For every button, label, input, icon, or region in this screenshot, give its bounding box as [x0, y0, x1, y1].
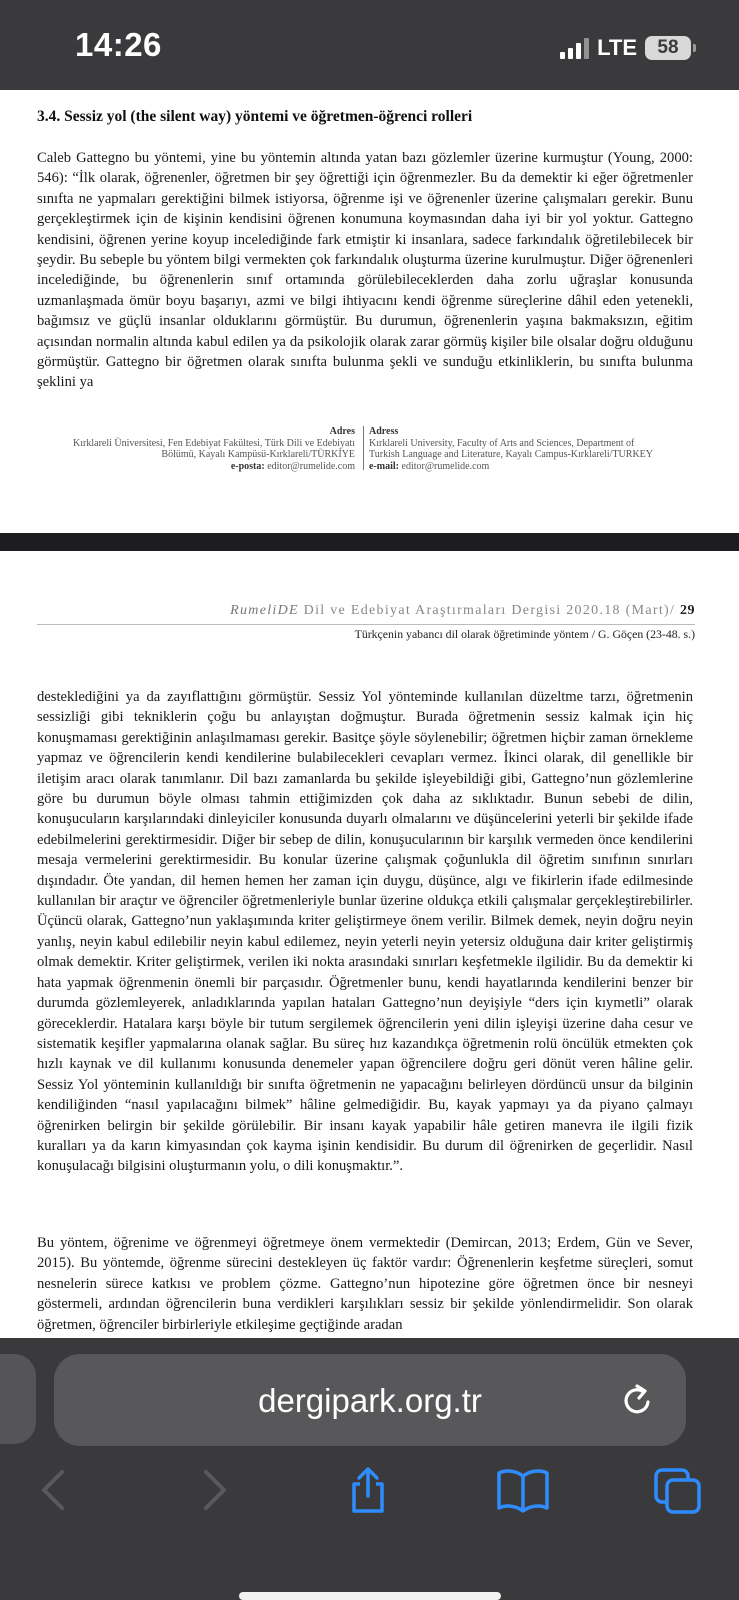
- address-bar[interactable]: [54, 1354, 686, 1446]
- page2-paragraph-2: Bu yöntem, öğrenime ve öğrenmeyi öğretmeye önem vermektedir (Demircan, 2013; Erdem, Gün ve Sever, 2015). Bu yöntemde, öğrenme sürecini destekleyen üç faktör vardır: Öğrenenlerin keşfetme süreçleri, somut nesnelerin sürece katkısı ve problem çözme. Gattegno’nun hipotezine göre öğretmen önce bir nesneyi göstermeli, ardından öğrencilerin buna verdikleri karşılıkları sessiz bir şekilde yönlendirmelidir. Son olarak öğretmen, öğrenciler birbirleriyle etkileşime geçtiğinde aradan: [37, 1235, 693, 1333]
- network-type: LTE: [597, 35, 637, 60]
- page2-paragraph-1: desteklediğini ya da zayıflattığını görmüştür. Sessiz Yol yönteminde kullanılan düzeltme tarzı, öğretmenin sessizliği gibi tekniklerin çoğu bu anlayıştan doğmuştur. Burada öğretmenin sessiz kalmak için hiç konuşmaması gerektiğinin anlaşılmaması gerekir. Basitçe şöyle söylenebilir; öğretmen hiçbir zaman örnekleme yapmaz ve öğrencilerin kendi kendilerine bulabilecekleri cevapları vermez. İkinci olarak, dil genellikle bir iletişim aracı olarak tanımlanır. Dil bazı zamanlarda bu şekilde işleyebildiği gibi, Gattegno’nun gözlemlerine göre bu durumun böyle olması tahmin ettiğimizden çok daha az sıklıktadır. Bunun sebebi de dilin, konuşucuların karşılarındaki dinleyiciler konusunda duyarlı olmalarını ve düşüncelerini yeterli bir şekilde ifade edebilmelerini gerektirmesidir. Diğer bir sebep de dilin, konuşucularının bir karşılık vermeden önce kendilerini mesaja vermelerini gerektirmesidir. Bu konular üzerine çalışmak çoğunlukla dil öğretim sınıfının sınırları dışındadır. Öte yandan, dil hemen hemen her zaman için duygu, düşünce, algı ve fikirlerin ifade edilmesinde kullanılan bir araçtır ve öğrenciler öğretmenleriyle bunlar üzerine oldukça etkili çalışmalar gerçekleştirebilirler. Üçüncü olarak, Gattegno’nun yaklaşımında kriter geliştirmeye önem verilir. Bilmek demek, neyin doğru neyin yanlış, neyin kabul edilebilir neyin kabul edilemez, neyin yeterli neyin yetersiz olduğuna dair kriter geliştirmiş olmak demektir. Kriter geliştirmek, verilen iki nokta arasındaki sınırları keşfetmekle ilgilidir. Bu da demektir ki hata yapmak öğrenmenin önemli bir parçasıdır. Öğretmenler bunu, kendi hayatlarında kendilerini benzer bir durumda gözlemleyerek, anladıklarında yapılan hataları Gattegno’nun deyişiyle “ders için kıymetli” olarak göreceklerdir. Hatalara karşı böyle bir tutum sergilemek öğrencilerin yeni dilin işleyişi üzerine daha cesur ve sistematik keşifler yapmalarına olanak sağlar. Bu süreç hız kazandıkça öğretmenin rolü öncülük etmekten çok hızlı kaynak ve dil kullanımı konusunda denemeler yapan öğrencilere doğru geri dönüt veren hâline gelir. Sessiz Yol yönteminin kullanıldığı bir sınıfta öğretmenin ne yapacağını belirleyen dördüncü unsur da bilginin kendiliğinden “nasıl yapılacağını bilmek” hâline gelmediğidir. Bu, kayak yapmayı ya da piyano çalmayı öğrenirken belirgin bir şekilde görülebilir. Bir insanı kayak yapabilir hâle getiren manevra ile ilgili fizik kuralları ya da karın kimyasından çok kayma işinin kendisidir. Bu durum dil öğrenirken de geçerlidir. Nasıl konuşulacağı bilgisini oluşturmanın yolu, o dili konuşmaktır.”.: [37, 689, 693, 1175]
- email-link[interactable]: editor@rumelide.com: [401, 460, 490, 472]
- page1-paragraph: Caleb Gattegno bu yöntemi, yine bu yöntemin altında yatan bazı gözlemler üzerine kurmuştur (Young, 2000: 546): “İlk olarak, öğrenenler, öğretmen bir şey öğrettiği için öğrenmezler. Bu da demektir ki eğer öğretmenler sınıfta ne yapmaları gerektiğini bilmek istiyorsa, öğrenme işi ve öğrenenler üzerine çalışmaları gerekir. Bunu gerçekleştirmek için de kişinin kendisini öğrenen konumuna koymasından daha iyi bir yol yoktur. Gattegno kendisini, öğrenen yerine koyup incelediğinde fark etmiştir ki insanlara, sadece farkındalık öğretilebilecek bir şeydir. Bu sebeple bu yöntem bilgi vermekten çok farkındalık oluşturma üzerine kurulmuştur. Diğer öğrenenleri incelediğinde, bu öğrenenlerin sınıf ortamında görülebileceklerden daha zorlu uğraşlar konusunda uzmanlaşmada ömür boyu başarıyı, azmi ve bilgi ihtiyacını kendi öğrenme süreçlerine dâhil eden yetenekli, bağımsız ve güçlü insanlar olduklarını görmüştür. Bu durumun, öğrenenlerin yaşına bakmaksızın, eğitim açısından normalin altında kabul edilen ya da psikolojik olarak zarar görmüş kişiler bile olsalar doğru olduğunu görmüştür. Gattegno bir öğretmen olarak sınıfta bulunma şekli ve sunduğu etkinliklerin, bu sınıfta bulunma şeklini ya: [37, 150, 693, 391]
- tabs-icon[interactable]: [652, 1466, 704, 1514]
- journal-header: [0, 603, 695, 619]
- email-link[interactable]: editor@rumelide.com: [267, 460, 355, 472]
- battery-icon: [645, 36, 691, 60]
- signal-icon: [560, 37, 589, 59]
- email-label: e-posta:: [230, 460, 265, 472]
- address-turkish: [73, 426, 355, 472]
- browser-toolbar: [0, 1338, 739, 1600]
- journal-title: Dil ve Edebiyat Araştırmaları Dergisi 2020.18 (Mart)/: [303, 603, 676, 618]
- url-text[interactable]: dergipark.org.tr: [258, 1382, 482, 1419]
- back-icon[interactable]: [30, 1466, 78, 1514]
- journal-name: RumeliDE: [230, 603, 299, 618]
- address-line: Kırklareli University, Faculty of Arts and Sciences, Department of: [369, 437, 635, 449]
- previous-tab-preview[interactable]: [0, 1354, 36, 1444]
- document-page-1: [0, 90, 739, 533]
- status-indicators: [560, 33, 691, 63]
- header-rule: [37, 624, 695, 625]
- address-heading: Adress: [369, 426, 399, 437]
- running-head: Türkçenin yabancı dil olarak öğretiminde yöntem / G. Göçen (23-48. s.): [354, 627, 695, 641]
- status-time: 14:26: [75, 26, 162, 63]
- status-bar: [0, 0, 739, 90]
- address-line: Bölümü, Kayalı Kampüsü-Kırklareli/TÜRKİYE: [161, 449, 355, 460]
- email-label: e-mail:: [369, 460, 399, 472]
- page-divider: [0, 533, 739, 551]
- page-number: 29: [680, 603, 695, 618]
- bookmarks-icon[interactable]: [495, 1466, 551, 1514]
- home-indicator[interactable]: [239, 1592, 501, 1600]
- forward-icon[interactable]: [190, 1466, 238, 1514]
- section-title: 3.4. Sessiz yol (the silent way) yöntemi ve öğretmen-öğrenci rolleri: [37, 108, 473, 125]
- reload-icon[interactable]: [618, 1380, 658, 1420]
- battery-level: 58: [657, 37, 679, 58]
- share-icon[interactable]: [344, 1466, 392, 1514]
- address-line: Turkish Language and Literature, Kayalı Campus-Kırklareli/TURKEY: [369, 449, 654, 460]
- address-english: [369, 426, 653, 472]
- address-divider: [363, 426, 364, 470]
- address-heading: Adres: [329, 426, 355, 437]
- address-line: Kırklareli Üniversitesi, Fen Edebiyat Fakültesi, Türk Dili ve Edebiyatı: [73, 437, 355, 449]
